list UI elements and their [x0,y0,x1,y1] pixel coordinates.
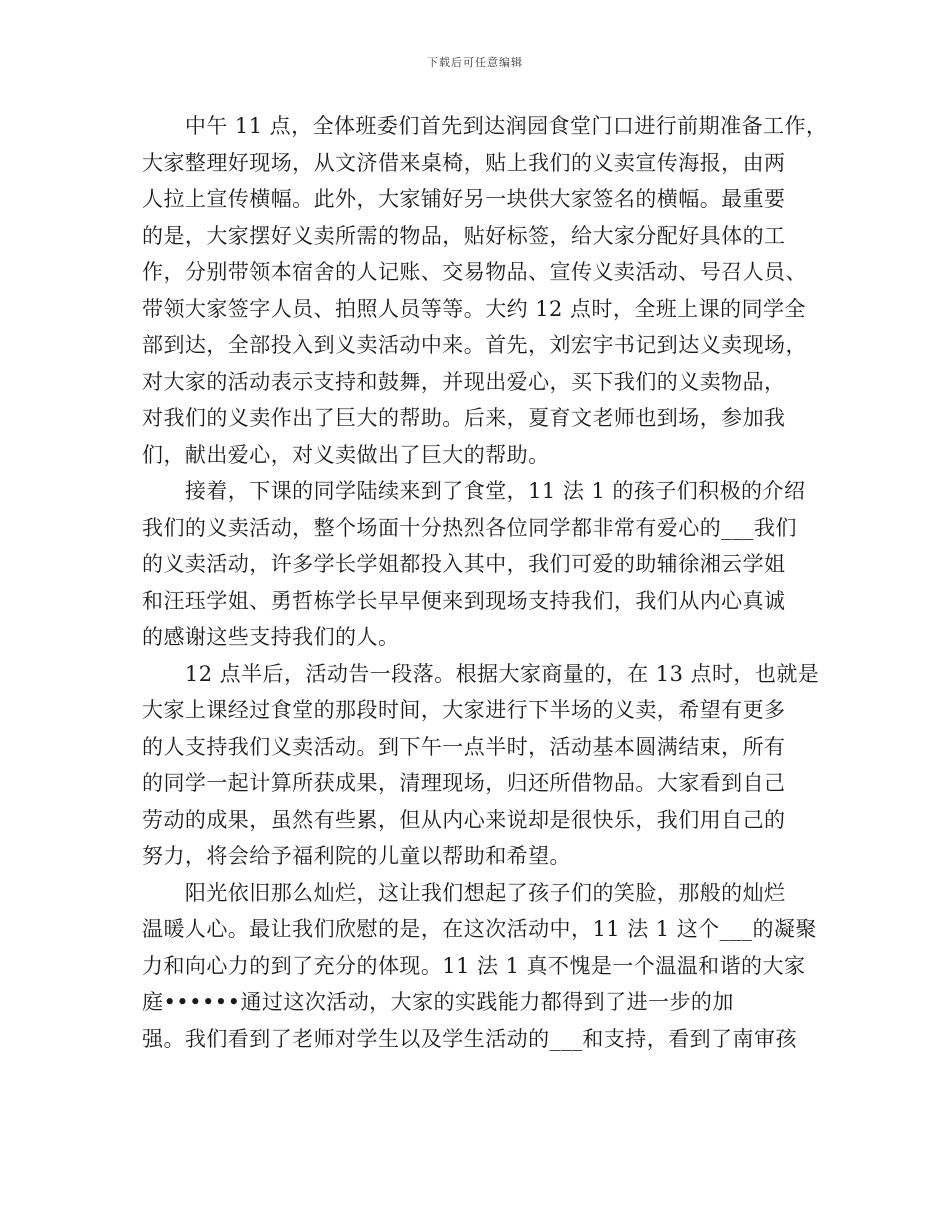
text-line: 带领大家签字人员、拍照人员等等。大约 12 点时，全班上课的同学全 [142,296,806,321]
text-line: 们，献出爱心，对义卖做出了巨大的帮助。 [142,442,550,467]
text-line: 的是，大家摆好义卖所需的物品，贴好标签，给大家分配好具体的工 [142,223,786,248]
text-line: 力和向心力的到了充分的体现。11 法 1 真不愧是一个温温和谐的大家 [142,953,806,978]
page-header: 下载后可任意编辑 [427,56,523,69]
text-line: 对我们的义卖作出了巨大的帮助。后来，夏育文老师也到场，参加我 [142,406,786,430]
text-line: 的同学一起计算所获成果，清理现场，归还所借物品。大家看到自己 [142,771,786,795]
text-line: 大家整理好现场，从文济借来桌椅，贴上我们的义卖宣传海报，由两 [142,150,786,175]
text-line: 作，分别带领本宿舍的人记账、交易物品、宣传义卖活动、号召人员、 [142,260,807,284]
text-line: 大家上课经过食堂的那段时间，大家进行下半场的义卖，希望有更多 [142,698,786,722]
text-line: 庭••••••通过这次活动，大家的实践能力都得到了进一步的加 [142,990,734,1014]
text-line: 中午 11 点，全体班委们首先到达润园食堂门口进行前期准备工作， [142,114,828,138]
text-line: 的义卖活动，许多学长学姐都投入其中，我们可爱的助辅徐湘云学姐 [142,552,786,576]
text-line: 的感谢这些支持我们的人。 [142,625,400,649]
text-line: 劳动的成果，虽然有些累，但从内心来说却是很快乐，我们用自己的 [142,807,786,832]
text-line: 12 点半后，活动告一段落。根据大家商量的，在 13 点时，也就是 [142,661,820,686]
text-line: 强。我们看到了老师对学生以及学生活动的___和支持，看到了南审孩 [142,1026,797,1051]
text-line: 人拉上宣传横幅。此外，大家铺好另一块供大家签名的横幅。最重要 [142,187,786,211]
text-line: 阳光依旧那么灿烂，这让我们想起了孩子们的笑脸，那般的灿烂 [142,880,786,905]
text-line: 努力，将会给予福利院的儿童以帮助和希望。 [142,844,571,868]
text-line: 的人支持我们义卖活动。到下午一点半时，活动基本圆满结束，所有 [142,734,786,759]
text-line: 部到达，全部投入到义卖活动中来。首先，刘宏宇书记到达义卖现场， [142,333,807,357]
document-body [142,108,828,1057]
text-line: 和汪珏学姐、勇哲栋学长早早便来到现场支持我们，我们从内心真诚 [142,588,786,613]
text-line: 温暖人心。最让我们欣慰的是，在这次活动中，11 法 1 这个___的凝聚 [142,917,817,941]
text-line: 接着，下课的同学陆续来到了食堂，11 法 1 的孩子们积极的介绍 [142,479,806,503]
text-line: 对大家的活动表示支持和鼓舞，并现出爱心，买下我们的义卖物品， [142,369,786,394]
text-line: 我们的义卖活动，整个场面十分热烈各位同学都非常有爱心的___我们 [142,515,797,540]
